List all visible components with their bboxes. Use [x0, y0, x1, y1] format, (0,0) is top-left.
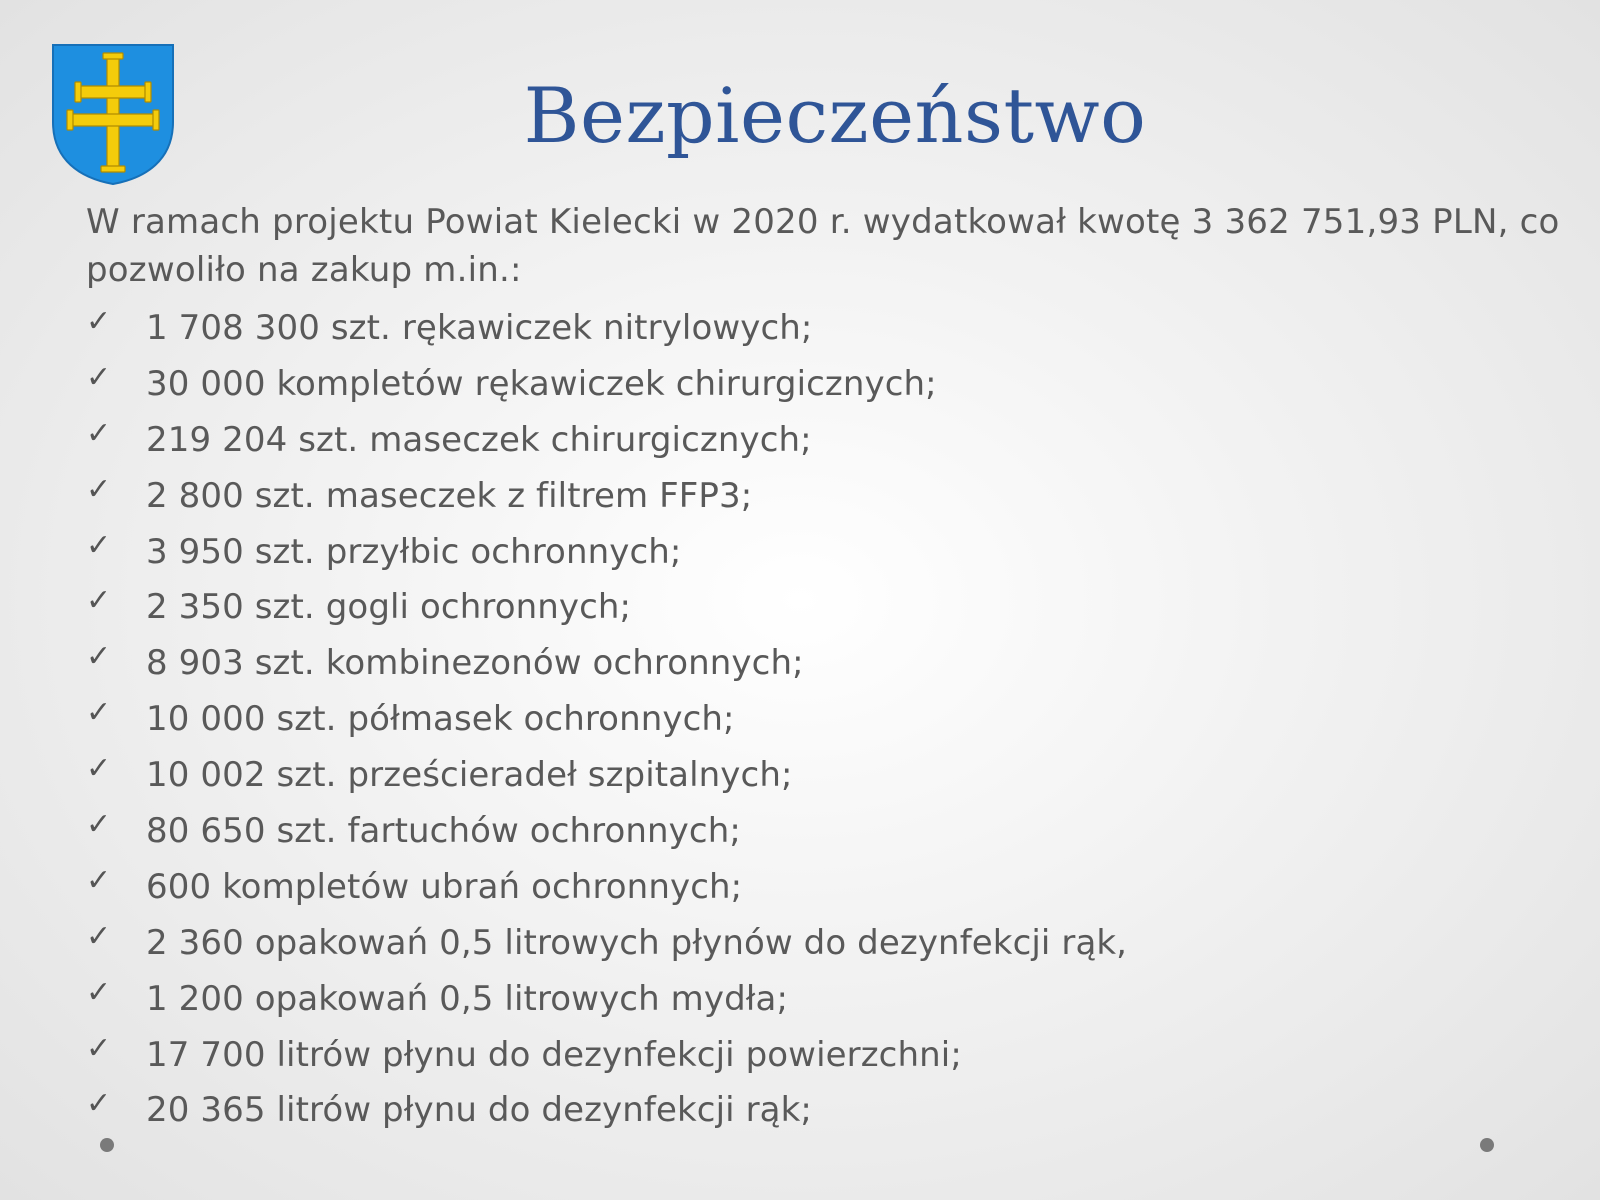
list-item-text: 80 650 szt. fartuchów ochronnych; [146, 810, 741, 851]
check-icon: ✓ [86, 695, 112, 731]
check-icon: ✓ [86, 359, 112, 395]
check-icon: ✓ [86, 862, 112, 898]
check-icon: ✓ [86, 974, 112, 1010]
list-item [86, 300, 1566, 356]
list-item [86, 579, 1566, 635]
list-item [86, 635, 1566, 691]
list-item-text: 600 kompletów ubrań ochronnych; [146, 866, 743, 907]
list-item-text: 219 204 szt. maseczek chirurgicznych; [146, 419, 812, 460]
check-icon: ✓ [86, 415, 112, 451]
list-item-text: 3 950 szt. przyłbic ochronnych; [146, 531, 682, 572]
list-item [86, 691, 1566, 747]
list-item-text: 30 000 kompletów rękawiczek chirurgicznych; [146, 363, 937, 404]
intro-text: W ramach projektu Powiat Kielecki w 2020 r. wydatkował kwotę 3 362 751,93 PLN, co pozwoliło na zakup m.in.: [86, 202, 1560, 290]
check-icon: ✓ [86, 1086, 112, 1122]
check-icon: ✓ [86, 918, 112, 954]
list-item [86, 1027, 1566, 1083]
slide-title: Bezpieczeństwo [523, 71, 1147, 160]
list-item [86, 747, 1566, 803]
slide-dot-left [100, 1138, 114, 1152]
list-item-text: 2 800 szt. maseczek z filtrem FFP3; [146, 475, 753, 516]
list-item [86, 859, 1566, 915]
list-item [86, 468, 1566, 524]
check-icon: ✓ [86, 303, 112, 339]
coat-of-arms-icon [50, 42, 176, 186]
list-item [86, 915, 1566, 971]
check-icon: ✓ [86, 471, 112, 507]
list-item [86, 803, 1566, 859]
check-icon: ✓ [86, 1030, 112, 1066]
list-item-text: 8 903 szt. kombinezonów ochronnych; [146, 643, 804, 684]
list-item-text: 1 200 opakowań 0,5 litrowych mydła; [146, 978, 789, 1019]
check-icon: ✓ [86, 806, 112, 842]
list-item-text: 17 700 litrów płynu do dezynfekcji powierzchni; [146, 1034, 962, 1075]
purchase-list [86, 300, 1566, 1138]
list-item-text: 10 002 szt. prześcieradeł szpitalnych; [146, 755, 793, 796]
list-item [86, 356, 1566, 412]
slide-dot-right [1480, 1138, 1494, 1152]
check-icon: ✓ [86, 527, 112, 563]
list-item-text: 2 350 szt. gogli ochronnych; [146, 587, 632, 628]
check-icon: ✓ [86, 751, 112, 787]
list-item-text: 20 365 litrów płynu do dezynfekcji rąk; [146, 1090, 812, 1131]
list-item-text: 10 000 szt. półmasek ochronnych; [146, 699, 735, 740]
list-item [86, 971, 1566, 1027]
list-item-text: 2 360 opakowań 0,5 litrowych płynów do dezynfekcji rąk, [146, 922, 1128, 963]
list-item [86, 524, 1566, 580]
check-icon: ✓ [86, 639, 112, 675]
check-icon: ✓ [86, 583, 112, 619]
list-item-text: 1 708 300 szt. rękawiczek nitrylowych; [146, 307, 813, 348]
list-item [86, 412, 1566, 468]
list-item [86, 1082, 1566, 1138]
